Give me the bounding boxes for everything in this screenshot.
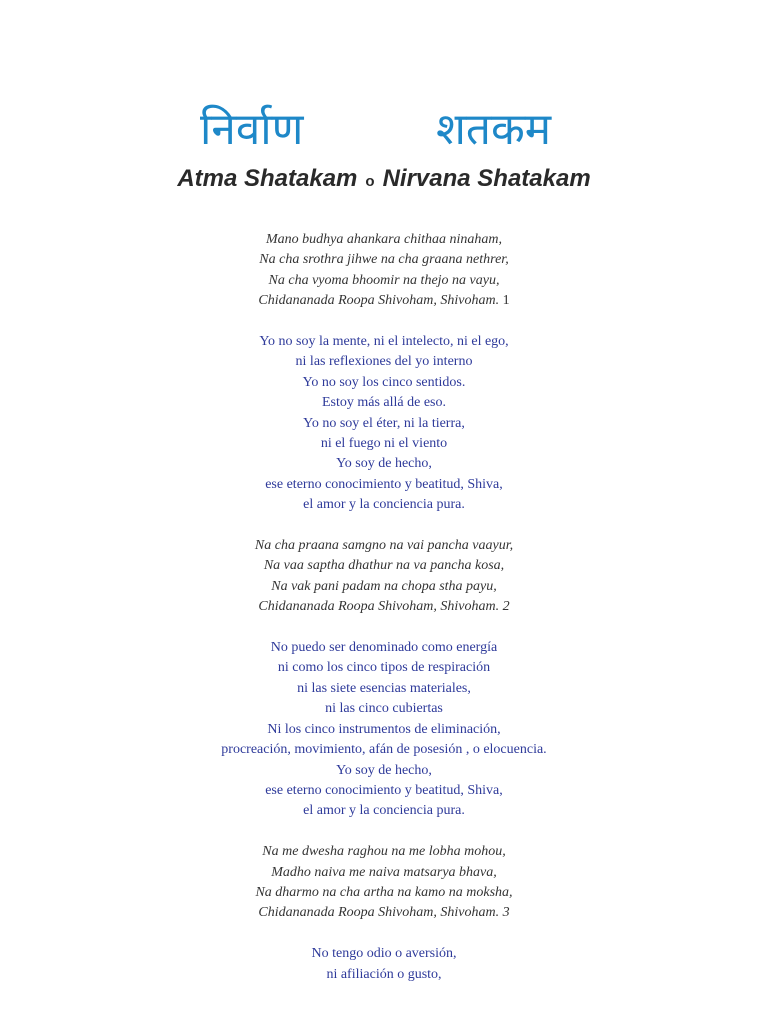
verse-line: Na me dwesha raghou na me lobha mohou, (262, 844, 506, 860)
translation-line: ni las cinco cubiertas (325, 701, 443, 717)
translation-line: ni afiliación o gusto, (326, 966, 442, 982)
verse-line: Na vaa saptha dhathur na va pancha kosa, (263, 558, 505, 574)
translation-line: ni las siete esencias materiales, (297, 680, 471, 696)
verse-line: Chidananada Roopa Shivoham, Shivoham. 3 (258, 905, 510, 921)
verse-line-with-number (0, 291, 768, 311)
stanza-mantra-3 (0, 842, 768, 924)
translation-line: procreación, movimiento, afán de posesión , o elocuencia. (221, 742, 547, 758)
verse-line: Chidananada Roopa Shivoham, Shivoham. 2 (258, 599, 510, 615)
verse-line: Na vak pani padam na chopa stha payu, (271, 578, 497, 594)
subtitle-separator: o (365, 173, 375, 190)
verse-line: Na cha vyoma bhoomir na thejo na vayu, (268, 272, 500, 288)
verse-line: Madho naiva me naiva matsarya bhava, (271, 864, 497, 880)
translation-line: Yo soy de hecho, (336, 762, 432, 778)
verse-body (0, 230, 768, 1005)
subtitle-nirvana-shatakam: Nirvana Shatakam (382, 165, 591, 192)
translation-line: Ni los cinco instrumentos de eliminación, (267, 721, 501, 737)
translation-line: el amor y la conciencia pura. (303, 497, 465, 513)
stanza-translation-2 (0, 638, 768, 822)
translation-line: ni las reflexiones del yo interno (295, 354, 473, 370)
verse-line: Chidananada Roopa Shivoham, Shivoham. (258, 293, 500, 309)
subtitle-atma-shatakam: Atma Shatakam (177, 165, 358, 192)
verse-line: Mano budhya ahankara chithaa ninaham, (265, 232, 503, 247)
translation-line: Yo soy de hecho, (336, 456, 432, 472)
stanza-translation-3 (0, 944, 768, 985)
verse-number: 1 (502, 293, 510, 309)
verse-line: Na cha srothra jihwe na cha graana nethrer, (259, 252, 509, 268)
translation-line: Estoy más allá de eso. (321, 395, 447, 411)
hindi-title-word-2: शतकम (436, 104, 552, 155)
translation-line: ni el fuego ni el viento (320, 436, 448, 452)
stanza-mantra-2 (0, 536, 768, 618)
verse-line: Na dharmo na cha artha na kamo na moksha, (255, 884, 513, 900)
translation-line: ese eterno conocimiento y beatitud, Shiva, (265, 782, 503, 798)
translation-line: No puedo ser denominado como energía (270, 640, 498, 656)
stanza-translation-1 (0, 332, 768, 516)
translation-line: Yo no soy la mente, ni el intelecto, ni el ego, (259, 334, 509, 350)
stanza-mantra-1 (0, 230, 768, 312)
verse-line: Na cha praana samgno na vai pancha vaayur, (254, 538, 514, 554)
hindi-title (0, 100, 768, 166)
subtitle (0, 162, 768, 199)
translation-line: No tengo odio o aversión, (311, 946, 457, 962)
translation-line: ni como los cinco tipos de respiración (277, 660, 491, 676)
hindi-title-word-1: निर्वाण (200, 104, 304, 155)
translation-line: ese eterno conocimiento y beatitud, Shiva, (265, 476, 503, 492)
translation-line: el amor y la conciencia pura. (303, 803, 465, 819)
translation-line: Yo no soy los cinco sentidos. (302, 374, 466, 390)
translation-line: Yo no soy el éter, ni la tierra, (303, 415, 465, 431)
